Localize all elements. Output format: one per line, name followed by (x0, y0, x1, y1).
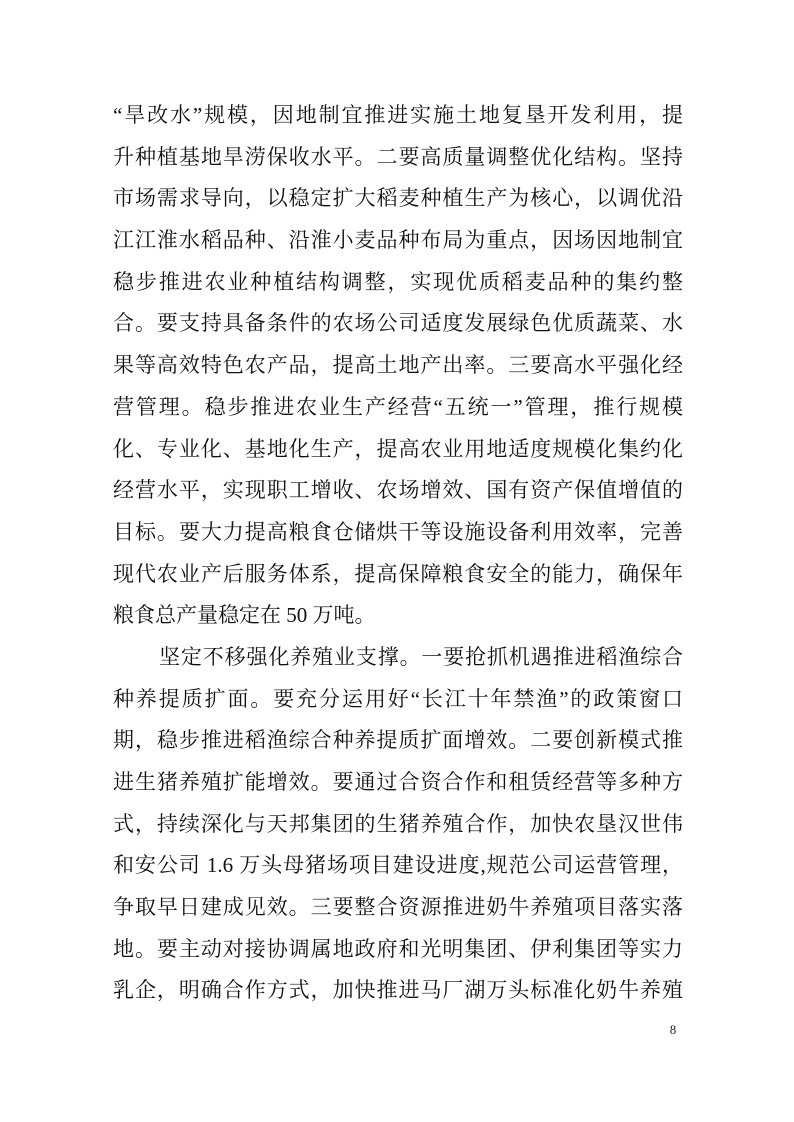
text-line: 式，持续深化与天邦集团的生猪养殖合作，加快农垦汉世伟 (113, 811, 683, 836)
text-line: 和安公司 1.6 万头母猪场项目建设进度,规范公司运营管理， (113, 853, 683, 878)
text-line: 升种植基地旱涝保收水平。二要高质量调整优化结构。坚持 (113, 144, 683, 169)
text-line: 营管理。稳步推进农业生产经营“五统一”管理，推行规模 (113, 394, 683, 419)
text-line: 进生猪养殖扩能增效。要通过合资合作和租赁经营等多种方 (113, 770, 683, 794)
text-line: 目标。要大力提高粮食仓储烘干等设施设备利用效率，完善 (113, 519, 683, 544)
text-line: 合。要支持具备条件的农场公司适度发展绿色优质蔬菜、水 (113, 311, 683, 336)
text-line: “旱改水”规模，因地制宜推进实施土地复垦开发利用，提 (113, 103, 683, 127)
text-line: 地。要主动对接协调属地政府和光明集团、伊利集团等实力 (113, 936, 683, 961)
text-line: 果等高效特色农产品，提高土地产出率。三要高水平强化经 (113, 353, 683, 378)
text-line: 稳步推进农业种植结构调整，实现优质稻麦品种的集约整 (113, 269, 683, 294)
text-line: 粮食总产量稳定在 50 万吨。 (113, 603, 376, 628)
text-line: 经营水平，实现职工增收、农场增效、国有资产保值增值的 (113, 478, 683, 503)
text-line: 期，稳步推进稻渔综合种养提质扩面增效。二要创新模式推 (113, 728, 683, 753)
text-line: 市场需求导向，以稳定扩大稻麦种植生产为核心，以调优沿 (113, 186, 683, 211)
text-line: 争取早日建成见效。三要整合资源推进奶牛养殖项目落实落 (113, 895, 683, 920)
document-body (113, 95, 683, 1012)
text-line: 化、专业化、基地化生产，提高农业用地适度规模化集约化 (113, 436, 683, 461)
text-line: 江江淮水稻品种、沿淮小麦品种布局为重点，因场因地制宜 (113, 228, 683, 253)
text-line: 现代农业产后服务体系，提高保障粮食安全的能力，确保年 (113, 561, 683, 586)
text-line: 坚定不移强化养殖业支撑。一要抢抓机遇推进稻渔综合 (159, 644, 683, 669)
text-line: 种养提质扩面。要充分运用好“长江十年禁渔”的政策窗口 (113, 686, 683, 711)
text-line: 乳企，明确合作方式，加快推进马厂湖万头标准化奶牛养殖 (113, 978, 683, 1003)
page-number: 8 (669, 1022, 677, 1037)
